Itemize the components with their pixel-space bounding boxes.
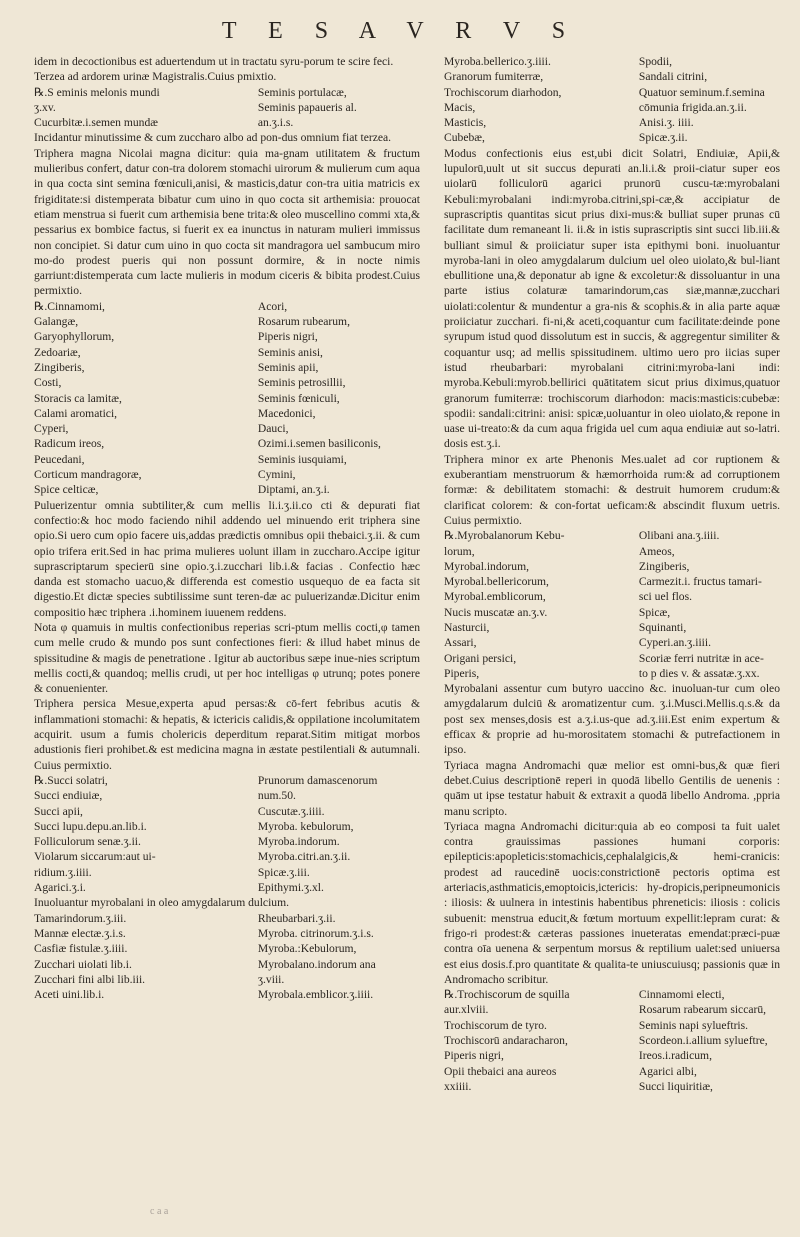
ingredient-left: Succi apii, <box>34 804 83 818</box>
ingredient-right: Agarici albi, <box>638 1064 697 1078</box>
ingredient-right: Spicæ.ʒ.ii. <box>638 131 688 145</box>
right-recipe-row <box>444 54 780 69</box>
left-recipe-row <box>34 452 420 467</box>
right-paragraph: Myrobalani assentur cum butyro uaccino &c. inuoluan-tur cum oleo amygdalarum dulciū & aromatizentur cum. ʒ.i.Musci.Mellis.q.s.& da post sex menses,dosis est a.ʒ.i.us-que ad.ʒ.iii.Est enim expertum & efficax & proprie ad hu-morositatem stomachi & putrefactionem in ipso. <box>444 682 780 757</box>
ingredient-right: Ozimi.i.semen basiliconis, <box>257 437 381 451</box>
ingredient-left: xxiiii. <box>444 1079 472 1093</box>
right-recipe-row <box>444 987 780 1002</box>
left-paragraph: Terzea ad ardorem urinæ Magistralis.Cuius pmixtio. <box>34 70 277 84</box>
ingredient-right: Succi liquiritiæ, <box>638 1079 713 1093</box>
left-recipe-row <box>34 467 420 482</box>
ingredient-left: Casfiæ fistulæ.ʒ.iiii. <box>34 942 128 956</box>
ingredient-left: Zingiberis, <box>34 360 85 374</box>
right-paragraph: Tyriaca magna Andromachi dicitur:quia ab eo composi ta fuit ualet contra grauissimas passiones humani corporis: epilepticis:apopleticis:stomachicis,cephalalgicis,& hemi-cranicis: prodest ad raucedinē uocis:constrictionē pectoris optima est arteriacis,asthmaticis,emoptoicis,ictericis: hy-dropicis,peripneumonicis : iliosis: & uulnera in intestinis habentibus phreneticis: iliosis : colicis subuenit: menstrua educit,& fœtum mortuum expellit:lepram curat: & frigo-ri prodest:& cæteras passiones inueteratas emendat:præci-puæ contra oīa uenena & serpentum morsus & reptilium ualet:sed uniuersa est eius dosis.f.pro quantitate & qualita-te uniuscuiusq; passionis quæ in Andromacho scribitur. <box>444 819 780 986</box>
ingredient-right: Myroba. citrinorum.ʒ.i.s. <box>257 926 374 940</box>
left-recipe-row <box>34 345 420 360</box>
left-recipe-row <box>34 849 420 864</box>
right-recipe-row <box>444 1079 780 1094</box>
ingredient-right: Scoriæ ferri nutritæ in ace- <box>638 651 764 665</box>
ingredient-left: Cubebæ, <box>444 131 485 145</box>
left-recipe-row <box>34 482 420 497</box>
ingredient-right: Macedonici, <box>257 406 316 420</box>
ingredient-left: Storacis ca lamitæ, <box>34 391 122 405</box>
ingredient-left: Galangæ, <box>34 315 79 329</box>
ingredient-left: aur.xlviii. <box>444 1003 489 1017</box>
ingredient-left: Piperis nigri, <box>444 1049 504 1063</box>
ingredient-left: Macis, <box>444 100 476 114</box>
ingredient-right: Myroba.citri.an.ʒ.ii. <box>257 850 351 864</box>
ingredient-right: Myrobalano.indorum ana <box>257 957 376 971</box>
left-recipe-row <box>34 314 420 329</box>
ingredient-left: Succi endiuiæ, <box>34 789 103 803</box>
signature-mark: c a a <box>150 1206 169 1217</box>
ingredient-right: Carmezit.i. fructus tamari- <box>638 575 762 589</box>
ingredient-left: Myrobal.emblicorum, <box>444 590 546 604</box>
ingredient-left: Assari, <box>444 636 477 650</box>
right-recipe-row <box>444 589 780 604</box>
ingredient-left: Trochiscorū andaracharon, <box>444 1034 568 1047</box>
ingredient-left: Granorum fumiterræ, <box>444 70 544 84</box>
left-recipe-row <box>34 115 420 130</box>
ingredient-left: Succi lupu.depu.an.lib.i. <box>34 819 147 833</box>
ingredient-left: Trochiscorum de tyro. <box>444 1018 547 1032</box>
right-paragraph: Modus confectionis eius est,ubi dicit Solatri, Endiuiæ, Apii,& lupulorū,uult ut sit succus depurati an.li.i.& proii-ciatur super eos uiolarū folliculorū agarici prunorū cuscu-tæ:myrobalani Kebuli:myrobalani indi:myroba.citrini,spi-cæ,& accipiatur de suprascriptis quantitas sicut prius dixi-mus:& bulliat super prunas cū facilitate dum remaneant li. ii.& in istis suprascriptis sint succi lib.iii.& bulliant simul & proiiciatur super ista epithymi boni. inuoluantur myroba-lani in oleo amygdalarum dulcium uel oleo uiolato,& bul-liant ebullitione una,& deponatur ab igne & excoletur:& dissoluantur in una parte istius colaturæ tamarindorum,cas siæ,mannæ,zucchari uiolati:colentur & mundentur a gra-nis & scophis.& in alia parte aquæ proiiciatur zucchari. fi-ni,& aceti,coquantur cum facilitate:deinde pone syrupum istud quod dissolutum est in succis, & aggregentur similiter & coquantur usq; ad mellis spissitudinem. ultimo uero pro iicias super istud rheubarbari: myrobalani citrini:myroba-lani indi: myroba.Kebuli:myrob.bellirici quātitatem sicut prius diximus,quatuor granorum fumiterræ: trochiscorum diarhodon: macis:masticis:cubebæ: spodii: sandali:citrini: anisi: spicæ,uoluantur in oleo uiolato,& repone in uase ui-treato:& da cum aqua frigida uel cum aqua endiuiæ aut so-latri. dosis est.ʒ.i. <box>444 146 780 451</box>
right-recipe-row <box>444 635 780 650</box>
left-paragraph: Triphera persica Mesue,experta apud persas:& cō-fert febribus acutis & inflammationi stomachi: & hepatis, & ictericis calidis,& oppilatione incolumitatem acquirit. usum a fumis cholericis deperditum reparat.Sitim mitigat morbos adustionis fieri prohibet.& est medicina magna in æstate pestilentiali & autumnali. Cuius permixtio. <box>34 697 420 772</box>
ingredient-left: Myroba.bellerico.ʒ.iiii. <box>444 55 551 68</box>
ingredient-right: Diptami, an.ʒ.i. <box>257 483 330 497</box>
right-paragraph: Tyriaca magna Andromachi quæ melior est omni-bus,& quæ fieri debet.Cuius descriptionē reperi in quodā libello Gentilis de uenenis : quām ut ipse testatur habuit & extraxit a quodā libello Androma. ,ppria manu scripto. <box>444 758 780 818</box>
right-recipe-row <box>444 666 780 681</box>
left-recipe-row <box>34 819 420 834</box>
ingredient-right: Seminis iusquiami, <box>257 452 347 466</box>
left-recipe-row <box>34 773 420 788</box>
ingredient-right: Spodii, <box>638 55 673 68</box>
ingredient-right: Seminis napi sylueftris. <box>638 1018 749 1032</box>
left-recipe-row <box>34 375 420 390</box>
left-recipe-row <box>34 957 420 972</box>
ingredient-right: Anisi.ʒ. iiii. <box>638 116 694 130</box>
ingredient-right: Prunorum damascenorum <box>257 773 378 787</box>
right-recipe-row <box>444 651 780 666</box>
ingredient-left: Folliculorum senæ.ʒ.ii. <box>34 835 141 849</box>
ingredient-left: ℞.Succi solatri, <box>34 773 108 787</box>
ingredient-left: Spice celticæ, <box>34 483 99 497</box>
ingredient-right: Seminis fœniculi, <box>257 391 340 405</box>
left-recipe-row <box>34 85 420 100</box>
ingredient-right: cōmunia frigida.an.ʒ.ii. <box>638 100 747 114</box>
ingredient-right: Ireos.i.radicum, <box>638 1049 712 1063</box>
ingredient-left: Violarum siccarum:aut ui- <box>34 850 156 864</box>
left-paragraph: Puluerizentur omnia subtiliter,& cum mellis li.i.ʒ.ii.co cti & depurati fiat confectio:& hoc modo faciendo nihil addendo uel minuendo erit triphera sine opio.Si uero cum opio facere uis,addas prædictis omnibus opii thebaici.ʒ.ii. & cum opio trifera erit.Sed in hac prima mulieres uolunt illam in zuccharo.Accipe igitur suprascriptarum specierū sine opio.ʒ.i.zucchari lib.i.& facias . Confectio hæc danda est stomacho uacuo,& differenda est comestio usquequo de ea facta sit digestio.Et dictæ species subtilissime sunt teren-dæ ac puluerizandæ.Dicitur enim compositio hæc triphera .i.hominem iuuenem reddens. <box>34 498 420 619</box>
ingredient-right: Spicæ, <box>638 605 671 619</box>
right-column <box>444 54 780 1094</box>
left-recipe-row <box>34 406 420 421</box>
ingredient-left: ℞.Cinnamomi, <box>34 299 105 313</box>
ingredient-left: ℞.S eminis melonis mundi <box>34 85 160 99</box>
ingredient-right: Rosarum rabearum siccarū, <box>638 1003 767 1017</box>
left-recipe-row <box>34 360 420 375</box>
right-recipe-row <box>444 528 780 543</box>
ingredient-right: ʒ.viii. <box>257 972 285 986</box>
ingredient-right: Rosarum rubearum, <box>257 315 350 329</box>
right-recipe-row <box>444 559 780 574</box>
left-recipe-row <box>34 100 420 115</box>
ingredient-left: Mannæ electæ.ʒ.i.s. <box>34 926 126 940</box>
ingredient-right: Epithymi.ʒ.xl. <box>257 881 324 895</box>
ingredient-left: Nasturcii, <box>444 620 490 634</box>
ingredient-left: Myrobal.indorum, <box>444 559 530 573</box>
left-paragraph: Nota φ quamuis in multis confectionibus reperias scri-ptum mellis cocti,φ tamen cum melle crudo & mundo pos sunt confectiones fieri: & illud habet minus de spissitudine & magis de penetratione . Igitur ab auctoribus sæpe inue-nies scriptum mellis cocti,& quandoq; mellis crudi, ut per hoc intelligas φ utrunq; potes ponere & conuenienter. <box>34 620 420 696</box>
ingredient-left: Costi, <box>34 376 62 390</box>
ingredient-right: Cyperi.an.ʒ.iiii. <box>638 636 712 650</box>
ingredient-left: Trochiscorum diarhodon, <box>444 85 562 99</box>
ingredient-left: Masticis, <box>444 116 487 130</box>
ingredient-left: Radicum ireos, <box>34 437 105 451</box>
left-paragraph: idem in decoctionibus est aduertendum ut in tractatu syru-porum te scire feci. <box>34 55 394 68</box>
running-header: T E S A V R V S <box>221 18 579 44</box>
ingredient-right: Squinanti, <box>638 620 687 634</box>
left-recipe-row <box>34 329 420 344</box>
ingredient-left: Nucis muscatæ an.ʒ.v. <box>444 605 548 619</box>
right-paragraph: Triphera minor ex arte Phenonis Mes.ualet ad cor ruptionem & exuberantiam menstruorum & hæmorrhoida rum:& ad corruptionem formæ: & debilitatem stomachi: & destruit humorem crudum:& clarificat colorem: & con-fortat ueficam:& abscindit fluxum uetris. Cuius permixtio. <box>444 452 780 527</box>
left-paragraph: Incidantur minutissime & cum zuccharo albo ad pon-dus omnium fiat terzea. <box>34 131 392 145</box>
ingredient-right: Sandali citrini, <box>638 70 708 84</box>
right-recipe-row <box>444 544 780 559</box>
ingredient-right: Acori, <box>257 299 288 313</box>
right-recipe-row <box>444 620 780 635</box>
ingredient-left: Garyophyllorum, <box>34 330 115 344</box>
left-recipe-row <box>34 911 420 926</box>
ingredient-right: Scordeon.i.allium sylueftre, <box>638 1034 768 1047</box>
ingredient-left: Corticum mandragoræ, <box>34 468 142 482</box>
right-recipe-row <box>444 1033 780 1048</box>
right-recipe-row <box>444 574 780 589</box>
right-recipe-row <box>444 115 780 130</box>
ingredient-left: ridium.ʒ.iiii. <box>34 865 92 879</box>
ingredient-left: Origani persici, <box>444 651 517 665</box>
ingredient-left: Piperis, <box>444 666 480 680</box>
ingredient-right: Myroba.indorum. <box>257 835 340 849</box>
right-recipe-row <box>444 85 780 100</box>
left-recipe-row <box>34 391 420 406</box>
left-recipe-row <box>34 865 420 880</box>
right-recipe-row <box>444 1048 780 1063</box>
left-recipe-row <box>34 987 420 1002</box>
ingredient-right: Myroba. kebulorum, <box>257 819 354 833</box>
ingredient-right: Seminis papaueris al. <box>257 100 357 114</box>
left-recipe-row <box>34 834 420 849</box>
ingredient-left: ℞.Trochiscorum de squilla <box>444 988 570 1002</box>
ingredient-left: Agarici.ʒ.i. <box>34 881 86 895</box>
ingredient-right: Myrobala.emblicor.ʒ.iiii. <box>257 988 374 1002</box>
ingredient-left: Zedoariæ, <box>34 345 81 359</box>
ingredient-left: Zucchari uiolati lib.i. <box>34 957 132 971</box>
ingredient-left: Opii thebaici ana aureos <box>444 1064 557 1078</box>
ingredient-left: ʒ.xv. <box>34 100 56 114</box>
ingredient-right: an.ʒ.i.s. <box>257 116 294 130</box>
ingredient-left: lorum, <box>444 544 475 558</box>
right-recipe-row <box>444 605 780 620</box>
ingredient-left: Myrobal.bellericorum, <box>444 575 549 589</box>
ingredient-right: Piperis nigri, <box>257 330 318 344</box>
ingredient-right: num.50. <box>257 789 296 803</box>
ingredient-left: Aceti uini.lib.i. <box>34 988 105 1002</box>
ingredient-left: Calami aromatici, <box>34 406 118 420</box>
left-recipe-row <box>34 804 420 819</box>
ingredient-right: Rheubarbari.ʒ.ii. <box>257 911 336 925</box>
ingredient-right: Zingiberis, <box>638 559 690 573</box>
ingredient-right: Seminis portulacæ, <box>257 85 347 99</box>
ingredient-right: sci uel flos. <box>638 590 693 604</box>
left-column <box>34 54 420 1002</box>
ingredient-right: Cymini, <box>257 468 296 482</box>
ingredient-right: Seminis apii, <box>257 360 319 374</box>
ingredient-right: Olibani ana.ʒ.iiii. <box>638 529 720 543</box>
ingredient-left: Cyperi, <box>34 422 69 436</box>
right-recipe-row <box>444 1018 780 1033</box>
left-recipe-row <box>34 788 420 803</box>
left-recipe-row <box>34 972 420 987</box>
ingredient-right: Cinnamomi electi, <box>638 988 725 1002</box>
ingredient-left: Zucchari fini albi lib.iii. <box>34 972 146 986</box>
right-recipe-row <box>444 100 780 115</box>
ingredient-left: Tamarindorum.ʒ.iii. <box>34 911 127 925</box>
left-recipe-row <box>34 880 420 895</box>
left-recipe-row <box>34 299 420 314</box>
ingredient-right: Seminis anisi, <box>257 345 323 359</box>
ingredient-right: to p dies v. & assatæ.ʒ.xx. <box>638 666 760 680</box>
right-recipe-row <box>444 1064 780 1079</box>
ingredient-right: Ameos, <box>638 544 675 558</box>
ingredient-right: Spicæ.ʒ.iii. <box>257 865 310 879</box>
ingredient-left: ℞.Myrobalanorum Kebu- <box>444 529 565 543</box>
left-recipe-row <box>34 941 420 956</box>
right-recipe-row <box>444 69 780 84</box>
left-paragraph: Triphera magna Nicolai magna dicitur: quia ma-gnam utilitatem & fructum mulieribus confert, datur con-tra dolorem stomachi uirorum & mulierum cum aqua in qua cocta sint semina fœniculi,anisi, & masticis,datur con-tra uitia matricis ex frigiditate:si distemperata bibatur cum uino in quo cocta sit arthemisia: prouocat etiam menstrua si fuerit cum arthemisia bene trita:& oleo muscellino commi xta,& pessarius ex bombice factus, si fuerit ex ea inunctus in naturam mulieri immissus non concipiet. Si datur cum uino in quo cocta sit mandragora uel sambucum miro mo-do prodest pueris qui non possunt dormire, & in nocte nimis garriunt:distemperata cum lacte mulieris in modum ciceris & bibita prodest.Cuius permixtio. <box>34 146 420 298</box>
ingredient-left: Peucedani, <box>34 452 85 466</box>
ingredient-right: Myroba.:Kebulorum, <box>257 942 357 956</box>
left-recipe-row <box>34 436 420 451</box>
right-recipe-row <box>444 1002 780 1017</box>
left-recipe-row <box>34 421 420 436</box>
left-paragraph: Inuoluantur myrobalani in oleo amygdalarum dulcium. <box>34 896 290 910</box>
ingredient-right: Cuscutæ.ʒ.iiii. <box>257 804 325 818</box>
ingredient-left: Cucurbitæ.i.semen mundæ <box>34 116 158 130</box>
ingredient-right: Seminis petrosillii, <box>257 376 346 390</box>
right-recipe-row <box>444 130 780 145</box>
ingredient-right: Dauci, <box>257 422 289 436</box>
ingredient-right: Quatuor seminum.f.semina <box>638 85 765 99</box>
left-recipe-row <box>34 926 420 941</box>
